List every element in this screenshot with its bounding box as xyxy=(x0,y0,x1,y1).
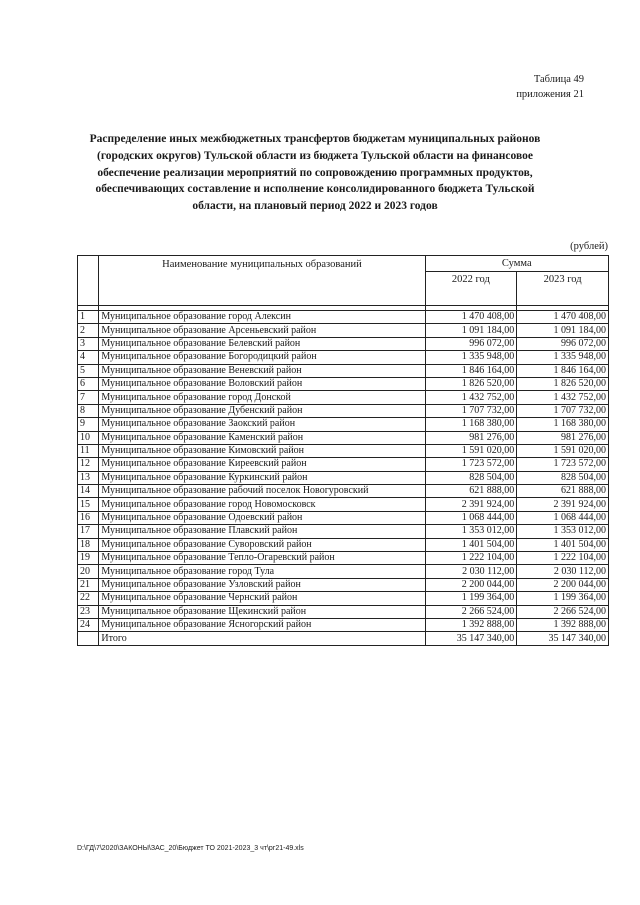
row-number: 22 xyxy=(78,592,99,605)
table-number: Таблица 49 xyxy=(533,74,584,85)
amount-2023: 1 068 444,00 xyxy=(517,511,609,524)
table-row xyxy=(78,404,609,417)
table-row xyxy=(78,431,609,444)
municipality-name: Муниципальное образование Богородицкий район xyxy=(99,351,425,364)
amount-2022: 1 168 380,00 xyxy=(425,418,517,431)
municipality-name: Муниципальное образование Каменский район xyxy=(99,431,425,444)
municipality-name: Муниципальное образование город Тула xyxy=(99,565,425,578)
amount-2022: 1 335 948,00 xyxy=(425,351,517,364)
amount-2022: 1 707 732,00 xyxy=(425,404,517,417)
header-number-cell xyxy=(78,256,99,306)
row-number: 21 xyxy=(78,578,99,591)
transfers-table xyxy=(77,255,609,646)
amount-2022: 1 222 104,00 xyxy=(425,552,517,565)
municipality-name: Муниципальное образование Щекинский район xyxy=(99,605,425,618)
amount-2023: 1 707 732,00 xyxy=(517,404,609,417)
row-number: 10 xyxy=(78,431,99,444)
amount-2023: 1 846 164,00 xyxy=(517,364,609,377)
amount-2023: 1 826 520,00 xyxy=(517,377,609,390)
row-number: 20 xyxy=(78,565,99,578)
table-row xyxy=(78,444,609,457)
amount-2023: 828 504,00 xyxy=(517,471,609,484)
amount-2022: 621 888,00 xyxy=(425,485,517,498)
table-row xyxy=(78,458,609,471)
row-number: 2 xyxy=(78,324,99,337)
amount-2022: 1 432 752,00 xyxy=(425,391,517,404)
table-row xyxy=(78,471,609,484)
table-row xyxy=(78,525,609,538)
header-name-cell: Наименование муниципальных образований xyxy=(99,256,425,306)
table-row xyxy=(78,552,609,565)
amount-2023: 1 470 408,00 xyxy=(517,311,609,324)
municipality-name: Муниципальное образование Арсеньевский район xyxy=(99,324,425,337)
total-2023: 35 147 340,00 xyxy=(517,632,609,645)
amount-2023: 1 591 020,00 xyxy=(517,444,609,457)
appendix-number: приложения 21 xyxy=(516,89,584,100)
amount-2022: 1 068 444,00 xyxy=(425,511,517,524)
table-row xyxy=(78,578,609,591)
total-label: Итого xyxy=(99,632,425,645)
amount-2023: 1 353 012,00 xyxy=(517,525,609,538)
table-row xyxy=(78,498,609,511)
amount-2022: 1 591 020,00 xyxy=(425,444,517,457)
row-number: 14 xyxy=(78,485,99,498)
amount-2022: 2 266 524,00 xyxy=(425,605,517,618)
row-number: 11 xyxy=(78,444,99,457)
row-number: 24 xyxy=(78,618,99,631)
amount-2022: 1 401 504,00 xyxy=(425,538,517,551)
document-title: Распределение иных межбюджетных трансфертов бюджетам муниципальных районов (городских округов) Тульской области из бюджета Тульской области на финансовое обеспечение реализации мероприятий по сопровождению программных продуктов, обеспечивающих составление и исполнение консолидированного бюджета Тульской области, на плановый период 2022 и 2023 годов xyxy=(89,133,541,213)
amount-2022: 1 392 888,00 xyxy=(425,618,517,631)
table-row xyxy=(78,565,609,578)
table-row xyxy=(78,337,609,350)
table-row xyxy=(78,511,609,524)
row-number: 19 xyxy=(78,552,99,565)
amount-2022: 828 504,00 xyxy=(425,471,517,484)
row-number: 9 xyxy=(78,418,99,431)
row-number: 16 xyxy=(78,511,99,524)
row-number: 23 xyxy=(78,605,99,618)
amount-2023: 1 091 184,00 xyxy=(517,324,609,337)
amount-2022: 1 199 364,00 xyxy=(425,592,517,605)
file-path-footer: D:\ГД\7\2020\ЗАКОНЫ\ЗАС_20\Бюджет ТО 2021-2023_3 чт\рг21-49.xls xyxy=(77,845,304,852)
row-number: 4 xyxy=(78,351,99,364)
municipality-name: Муниципальное образование Тепло-Огаревский район xyxy=(99,552,425,565)
amount-2023: 1 335 948,00 xyxy=(517,351,609,364)
row-number: 5 xyxy=(78,364,99,377)
amount-2022: 1 826 520,00 xyxy=(425,377,517,390)
amount-2022: 1 723 572,00 xyxy=(425,458,517,471)
row-number: 15 xyxy=(78,498,99,511)
table-row xyxy=(78,618,609,631)
row-number: 8 xyxy=(78,404,99,417)
municipality-name: Муниципальное образование Воловский район xyxy=(99,377,425,390)
amount-2023: 1 723 572,00 xyxy=(517,458,609,471)
table-row xyxy=(78,351,609,364)
amount-2023: 1 222 104,00 xyxy=(517,552,609,565)
municipality-name: Муниципальное образование Веневский район xyxy=(99,364,425,377)
row-number: 3 xyxy=(78,337,99,350)
row-number: 17 xyxy=(78,525,99,538)
table-row xyxy=(78,538,609,551)
municipality-name: Муниципальное образование Ясногорский район xyxy=(99,618,425,631)
header-year-2023: 2023 год xyxy=(517,272,609,306)
table-row xyxy=(78,377,609,390)
amount-2022: 2 030 112,00 xyxy=(425,565,517,578)
table-row xyxy=(78,592,609,605)
amount-2023: 1 168 380,00 xyxy=(517,418,609,431)
amount-2022: 996 072,00 xyxy=(425,337,517,350)
amount-2022: 1 353 012,00 xyxy=(425,525,517,538)
amount-2023: 2 200 044,00 xyxy=(517,578,609,591)
municipality-name: Муниципальное образование Суворовский район xyxy=(99,538,425,551)
table-row xyxy=(78,364,609,377)
municipality-name: Муниципальное образование Узловский район xyxy=(99,578,425,591)
amount-2023: 1 392 888,00 xyxy=(517,618,609,631)
table-body xyxy=(78,311,609,632)
amount-2022: 1 091 184,00 xyxy=(425,324,517,337)
amount-2023: 1 401 504,00 xyxy=(517,538,609,551)
municipality-name: Муниципальное образование Заокский район xyxy=(99,418,425,431)
table-row xyxy=(78,311,609,324)
row-number: 18 xyxy=(78,538,99,551)
row-number: 6 xyxy=(78,377,99,390)
table-row xyxy=(78,605,609,618)
municipality-name: Муниципальное образование Одоевский район xyxy=(99,511,425,524)
amount-2023: 996 072,00 xyxy=(517,337,609,350)
row-number: 13 xyxy=(78,471,99,484)
municipality-name: Муниципальное образование Киреевский район xyxy=(99,458,425,471)
table-row xyxy=(78,324,609,337)
units-label: (рублей) xyxy=(570,241,608,252)
amount-2023: 981 276,00 xyxy=(517,431,609,444)
table-row xyxy=(78,485,609,498)
municipality-name: Муниципальное образование Куркинский район xyxy=(99,471,425,484)
municipality-name: Муниципальное образование Кимовский район xyxy=(99,444,425,457)
total-number-cell xyxy=(78,632,99,645)
total-row xyxy=(78,632,609,645)
row-number: 7 xyxy=(78,391,99,404)
municipality-name: Муниципальное образование Белевский район xyxy=(99,337,425,350)
amount-2022: 981 276,00 xyxy=(425,431,517,444)
municipality-name: Муниципальное образование город Алексин xyxy=(99,311,425,324)
table-row xyxy=(78,418,609,431)
municipality-name: Муниципальное образование Дубенский район xyxy=(99,404,425,417)
amount-2023: 621 888,00 xyxy=(517,485,609,498)
amount-2023: 2 391 924,00 xyxy=(517,498,609,511)
amount-2022: 2 391 924,00 xyxy=(425,498,517,511)
amount-2023: 1 432 752,00 xyxy=(517,391,609,404)
amount-2022: 2 200 044,00 xyxy=(425,578,517,591)
municipality-name: Муниципальное образование рабочий поселок Новогуровский xyxy=(99,485,425,498)
table-reference xyxy=(516,72,584,102)
amount-2023: 2 266 524,00 xyxy=(517,605,609,618)
municipality-name: Муниципальное образование Плавский район xyxy=(99,525,425,538)
total-2022: 35 147 340,00 xyxy=(425,632,517,645)
municipality-name: Муниципальное образование Чернский район xyxy=(99,592,425,605)
amount-2022: 1 470 408,00 xyxy=(425,311,517,324)
row-number: 1 xyxy=(78,311,99,324)
table-row xyxy=(78,391,609,404)
row-number: 12 xyxy=(78,458,99,471)
header-sum-cell: Сумма xyxy=(425,256,608,272)
amount-2022: 1 846 164,00 xyxy=(425,364,517,377)
amount-2023: 2 030 112,00 xyxy=(517,565,609,578)
municipality-name: Муниципальное образование город Донской xyxy=(99,391,425,404)
amount-2023: 1 199 364,00 xyxy=(517,592,609,605)
municipality-name: Муниципальное образование город Новомосковск xyxy=(99,498,425,511)
header-year-2022: 2022 год xyxy=(425,272,517,306)
